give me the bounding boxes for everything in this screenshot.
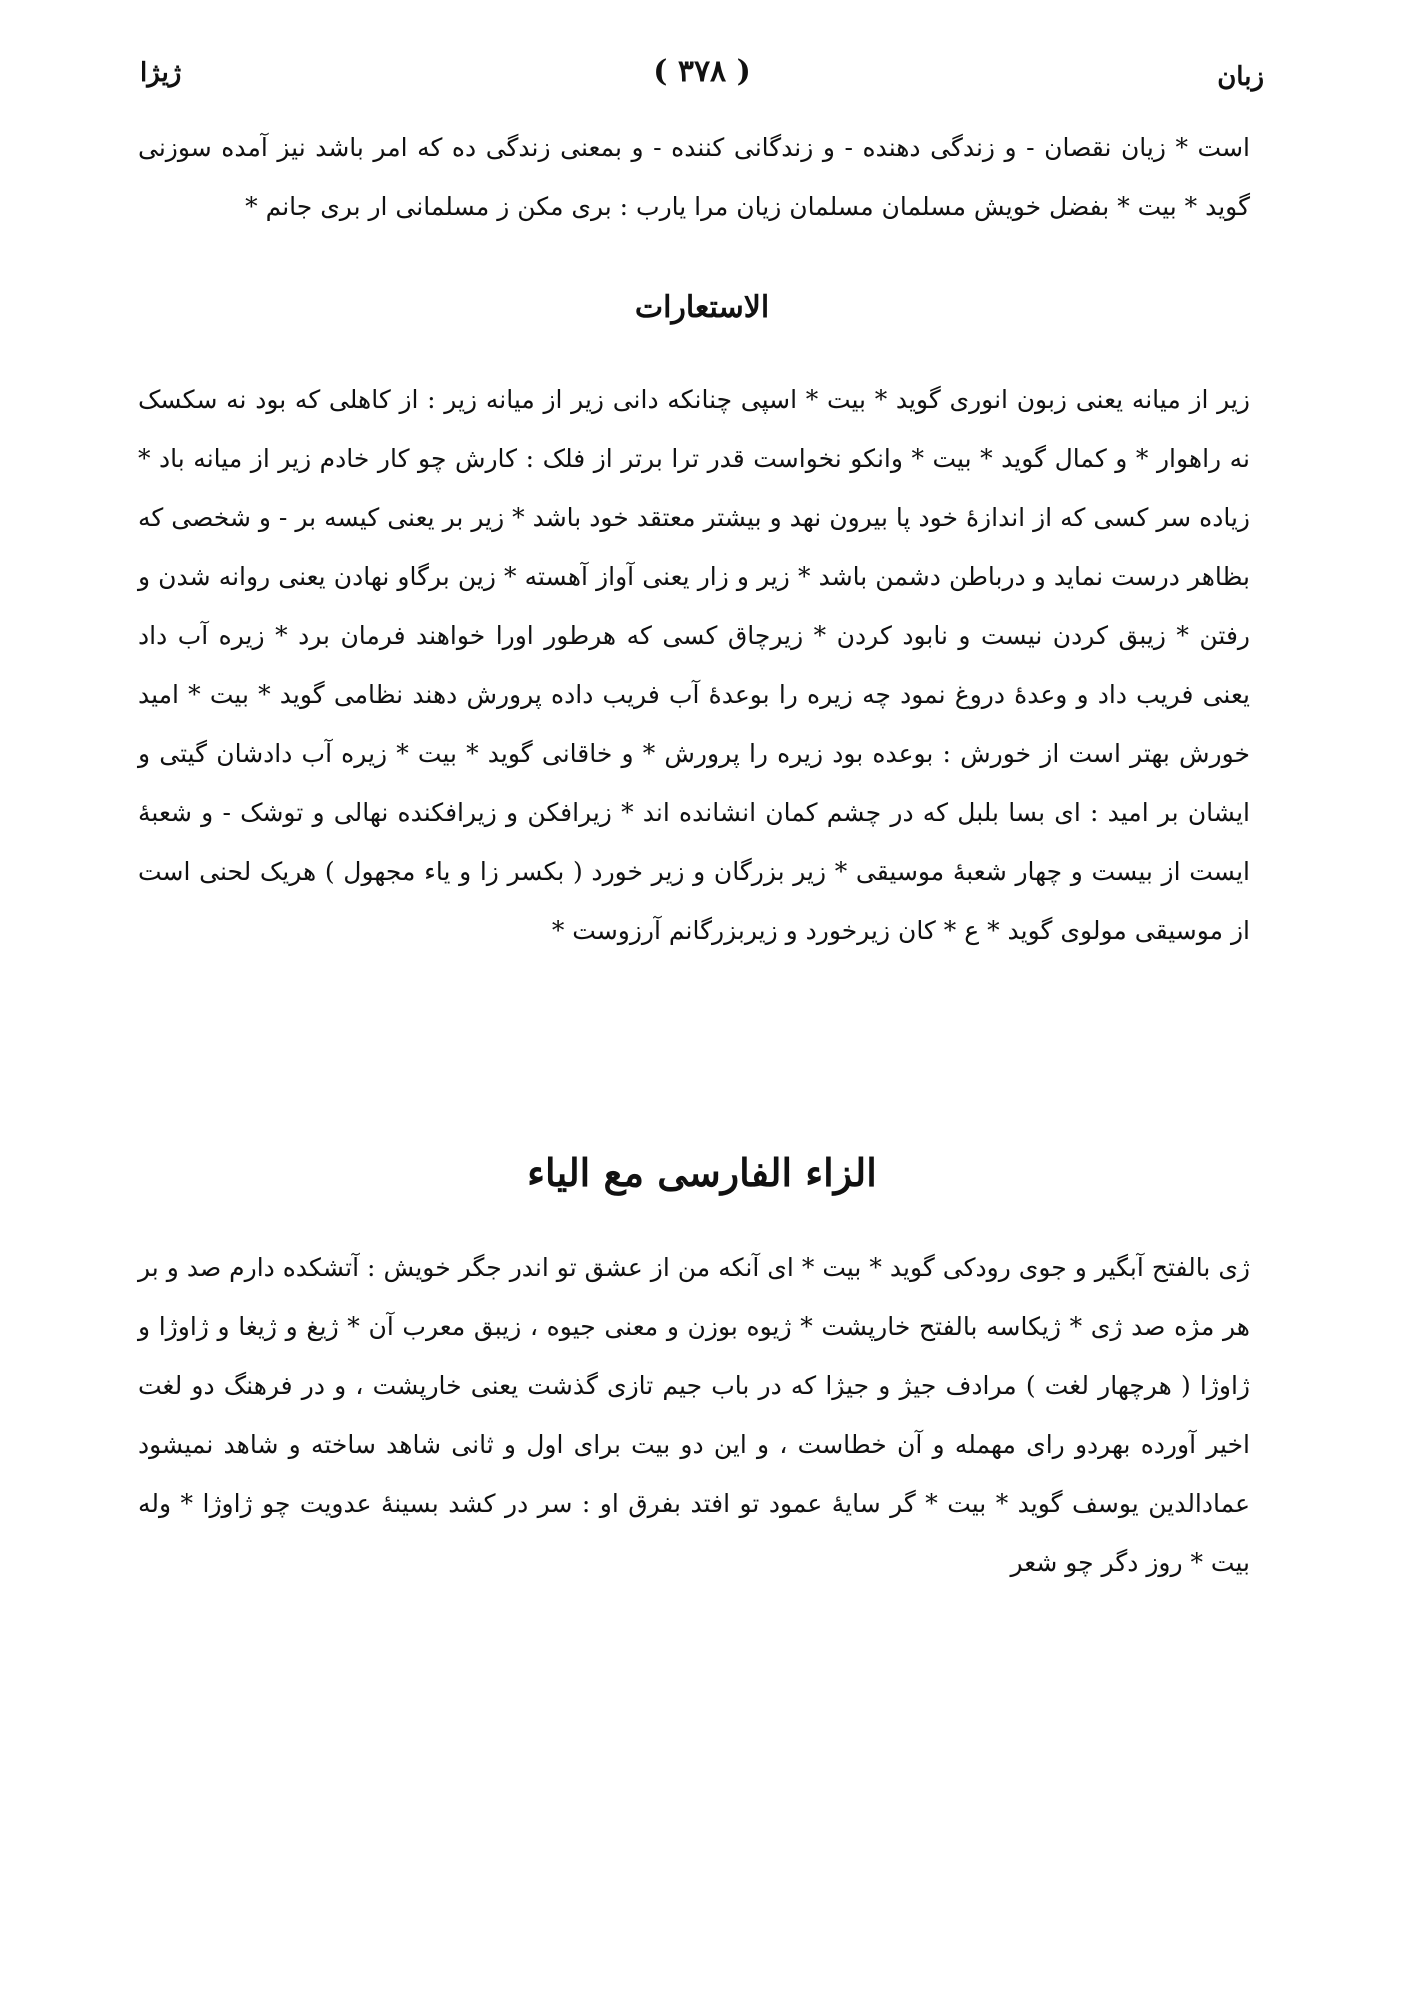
paragraph: است * زیان نقصان - و زندگی دهنده - و زندگانی کننده - و بمعنی زندگی ده که امر باشد نیز آمده سوزنی گوید * بیت * بفضل خویش مسلمان مسلمان زیان مرا یارب : بری مکن ز مسلمانی ار بری جانم * [138,133,1250,221]
page-header [140,52,1264,102]
page-number: ( ۳۷۸ ) [653,54,751,89]
header-running-head-left: ژیژا [140,58,182,88]
paragraph: ژی بالفتح آبگیر و جوی رودکی گوید * بیت * ای آنکه من از عشق تو اندر جگر خویش : آتشکده دارم صد و بر هر مژه صد ژی * ژیکاسه بالفتح خارپشت * ژیوه بوزن و معنی جیوه ، زیبق معرب آن * ژیغ و ژیغا و ژاوژا و ژاوژا ( هرچهار لغت ) مرادف جیژ و جیژا که در باب جیم تازی گذشت یعنی خارپشت ، و در فرهنگ دو لغت اخیر آورده بهردو رای مهمله و آن خطاست ، و این دو بیت برای اول و ثانی شاهد ساخته و شاهد نمیشود عمادالدین یوسف گوید * بیت * گر سایهٔ عمود تو افتد بفرق او : سر در کشد بسینهٔ عدویت چو ژاوژا * وله بیت * روز دگر چو شعر [138,1253,1250,1577]
section-2-text [138,370,1250,960]
section-heading-zaa-farsi: الزاء الفارسی مع الیاء [527,1150,877,1195]
section-heading-istiarat: الاستعارات [634,290,770,325]
section-1-text [138,118,1250,236]
section-3-text [138,1238,1250,1592]
header-running-head-right: زبان [1217,62,1264,92]
paragraph: زیر از میانه یعنی زبون انوری گوید * بیت * اسپی چنانکه دانی زیر از میانه زیر : از کاهلی که بود نه سکسک نه راهوار * و کمال گوید * بیت * وانکو نخواست قدر ترا برتر از فلک : کارش چو کار خادم زیر از میانه باد * زیاده سر کسی که از اندازهٔ خود پا بیرون نهد و بیشتر معتقد خود باشد * زیر بر یعنی کیسه بر - و شخصی که بظاهر درست نماید و درباطن دشمن باشد * زیر و زار یعنی آواز آهسته * زین برگاو نهادن یعنی روانه شدن و رفتن * زیبق کردن نیست و نابود کردن * زیرچاق کسی که هرطور اورا خواهند فرمان برد * زیره آب داد یعنی فریب داد و وعدهٔ دروغ نمود چه زیره را بوعدهٔ آب فریب داده پرورش دهند نظامی گوید * بیت * امید خورش بهتر است از خورش : بوعده بود زیره را پرورش * و خاقانی گوید * بیت * زیره آب دادشان گیتی و ایشان بر امید : ای بسا بلبل که در چشم کمان انشانده اند * زیرافکن و زیرافکنده نهالی و توشک - و شعبهٔ ایست از بیست و چهار شعبهٔ موسیقی * زیر بزرگان و زیر خورد ( بکسر زا و یاء مجهول ) هریک لحنی است از موسیقی مولوی گوید * ع * کان زیرخورد و زیربزرگانم آرزوست * [138,385,1250,945]
